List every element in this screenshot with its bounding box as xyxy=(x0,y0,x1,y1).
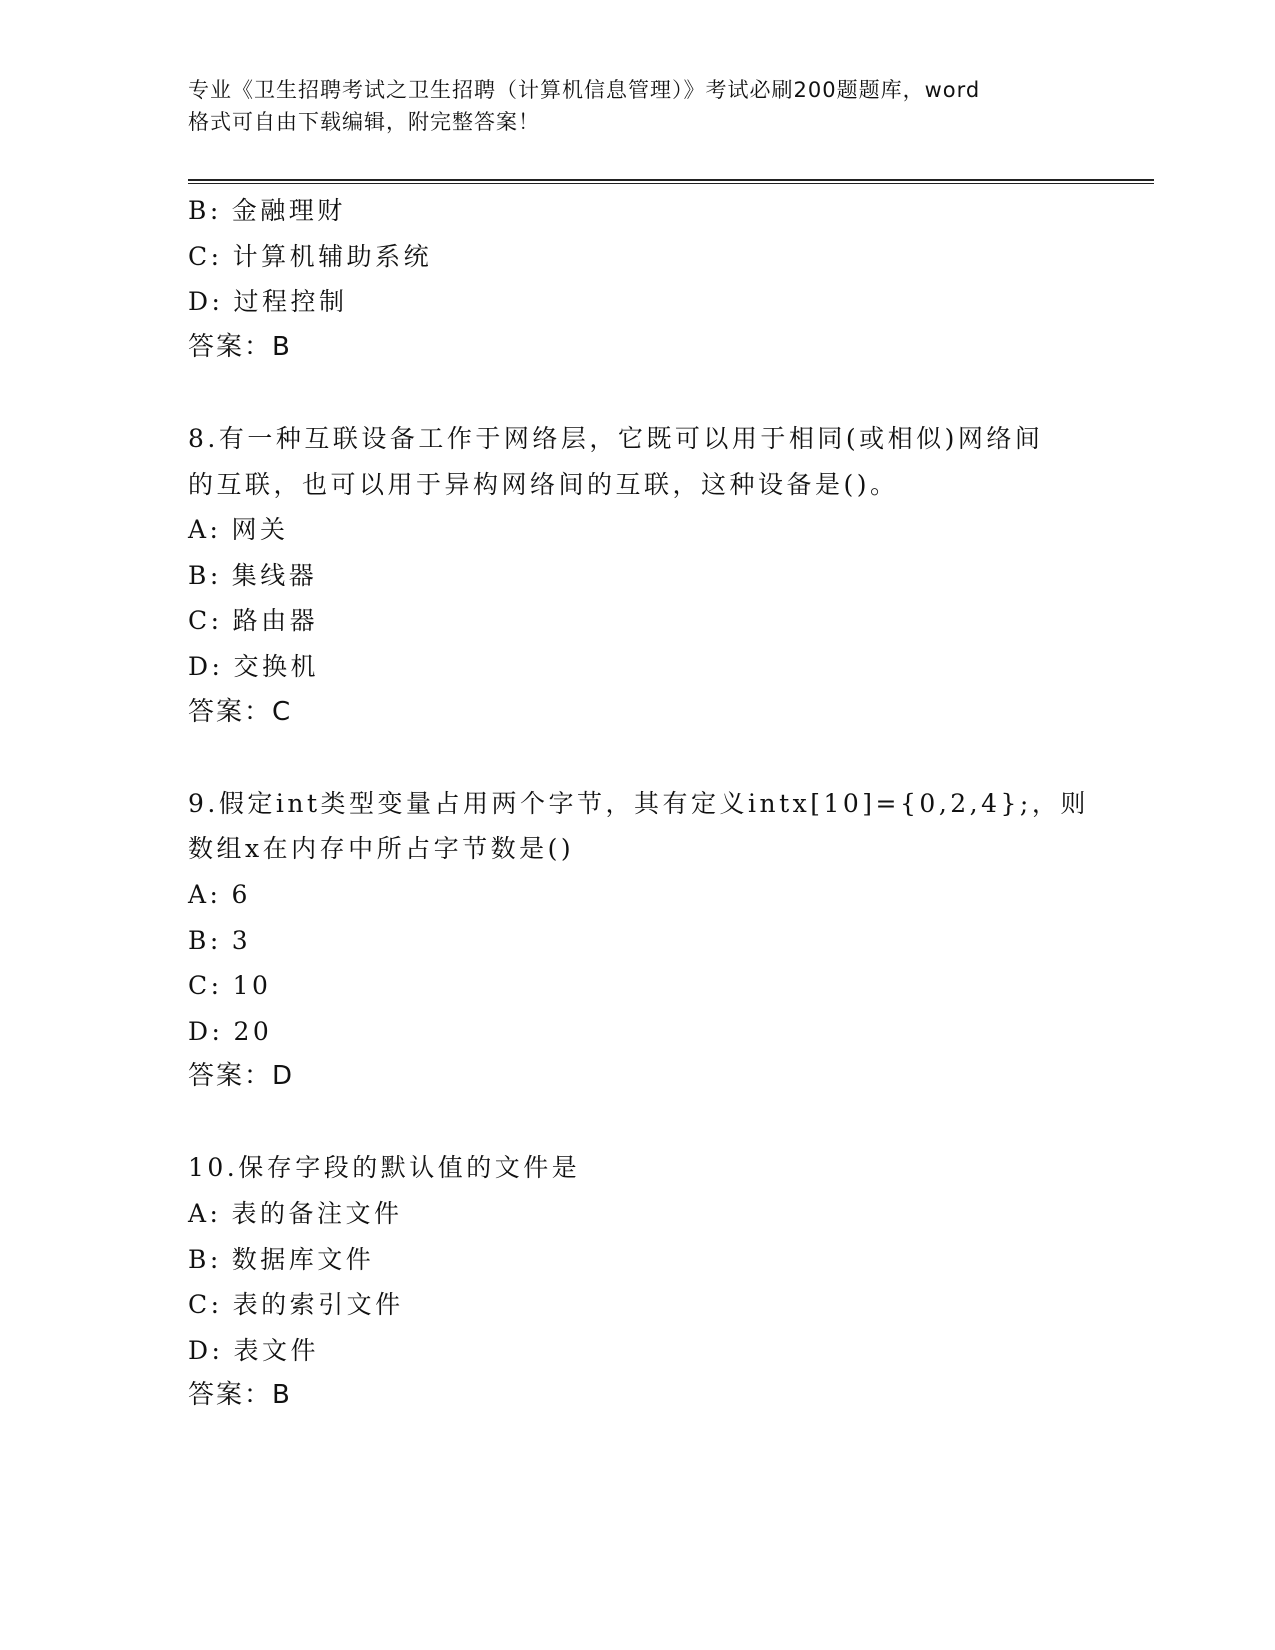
option-text: 计算机辅助系统 xyxy=(232,241,433,271)
option-text: 集线器 xyxy=(231,560,318,590)
option-text: 路由器 xyxy=(232,606,319,636)
option-label: A: xyxy=(188,515,222,545)
option-label: D: xyxy=(188,287,224,317)
option-text: 10 xyxy=(232,971,272,1001)
option-text: 表的索引文件 xyxy=(232,1290,404,1320)
option-c xyxy=(188,1282,1148,1328)
header-rule-thick xyxy=(188,179,1154,181)
spacer xyxy=(188,735,1148,781)
option-c xyxy=(188,598,1148,644)
option-label: D: xyxy=(188,651,224,681)
option-text: 20 xyxy=(233,1016,273,1046)
option-label: B: xyxy=(188,1244,222,1274)
option-text: 3 xyxy=(231,925,252,955)
option-text: 6 xyxy=(231,879,251,909)
option-text: 数据库文件 xyxy=(231,1244,375,1274)
question-8 xyxy=(188,416,1148,735)
option-c xyxy=(188,234,1148,280)
option-label: A: xyxy=(188,1199,222,1229)
question-7 xyxy=(188,188,1148,370)
option-text: 过程控制 xyxy=(233,287,348,317)
answer-line: 答案：D xyxy=(188,1061,295,1092)
option-text: 交换机 xyxy=(233,651,319,681)
option-a xyxy=(188,872,1148,918)
question-9 xyxy=(188,781,1148,1100)
question-list xyxy=(188,188,1148,1419)
option-label: D: xyxy=(188,1335,224,1365)
option-c xyxy=(188,963,1148,1009)
option-b xyxy=(188,918,1148,964)
header-rule-thin xyxy=(188,183,1154,184)
option-label: B: xyxy=(188,925,222,955)
spacer xyxy=(188,370,1148,416)
answer-line: 答案：C xyxy=(188,696,293,727)
question-stem-line-1: 9.假定int类型变量占用两个字节，其有定义intx[10]={0,2,4};，则 xyxy=(188,788,1089,818)
option-a xyxy=(188,1191,1148,1237)
question-stem-line-1: 8.有一种互联设备工作于网络层，它既可以用于相同(或相似)网络间 xyxy=(188,423,1044,453)
question-10 xyxy=(188,1145,1148,1419)
option-text: 金融理财 xyxy=(231,196,346,225)
document-header xyxy=(188,74,1108,138)
option-label: B: xyxy=(188,196,222,225)
question-stem-line-1: 10.保存字段的默认值的文件是 xyxy=(188,1153,581,1183)
option-label: C: xyxy=(188,971,223,1001)
option-label: B: xyxy=(188,560,222,590)
option-label: D: xyxy=(188,1016,224,1046)
option-label: C: xyxy=(188,606,223,636)
option-label: C: xyxy=(188,1290,223,1320)
option-label: C: xyxy=(188,241,223,271)
option-d xyxy=(188,279,1148,325)
option-text: 网关 xyxy=(231,515,289,545)
option-a xyxy=(188,507,1148,553)
spacer xyxy=(188,1100,1148,1146)
option-text: 表文件 xyxy=(233,1335,319,1365)
option-d xyxy=(188,1009,1148,1055)
option-b xyxy=(188,553,1148,599)
option-b xyxy=(188,188,1148,234)
option-label: A: xyxy=(188,879,222,909)
option-d xyxy=(188,1328,1148,1374)
option-b xyxy=(188,1237,1148,1283)
answer-line: 答案：B xyxy=(188,1380,292,1411)
question-stem-line-2: 数组x在内存中所占字节数是() xyxy=(188,834,575,864)
option-text: 表的备注文件 xyxy=(231,1199,403,1229)
option-d xyxy=(188,644,1148,690)
header-line-2: 格式可自由下载编辑，附完整答案！ xyxy=(188,110,540,134)
header-line-1: 专业《卫生招聘考试之卫生招聘（计算机信息管理）》考试必刷200题题库，word xyxy=(188,78,981,102)
question-stem-line-2: 的互联，也可以用于异构网络间的互联，这种设备是()。 xyxy=(188,469,899,499)
answer-line: 答案：B xyxy=(188,331,292,362)
